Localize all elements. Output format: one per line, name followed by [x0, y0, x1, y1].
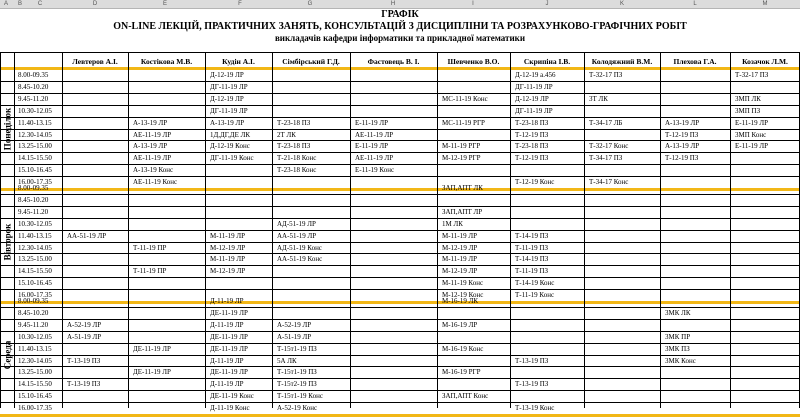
title-heading: ГРАФІК [381, 9, 419, 20]
schedule-cell: ДГ-11-19 ЛР [515, 106, 553, 115]
schedule-cell: Т-15т2-19 ПЗ [277, 380, 317, 389]
schedule-cell: ДГ-11-19 ЛР [210, 106, 248, 115]
grid-line [0, 390, 800, 391]
grid-line [0, 194, 800, 195]
grid-line [0, 402, 800, 403]
schedule-cell: Е-11-19 Конс [355, 166, 395, 175]
time-slot: 11.40-13.15 [18, 344, 52, 353]
schedule-cell: ДЕ-11-19 ЛР [133, 344, 171, 353]
schedule-cell: Е-11-19 ЛР [355, 118, 389, 127]
schedule-cell: А-13-19 ЛР [210, 118, 245, 127]
time-slot: 16.00-17.35 [18, 178, 52, 187]
schedule-cell: Т-32-17 ПЗ [589, 71, 623, 79]
schedule-cell: 3МП ПЗ [735, 106, 761, 115]
column-letter: E [162, 1, 167, 7]
schedule-cell: Т-11-19 ПЗ [515, 243, 548, 252]
schedule-cell: М-12-19 ЛР [210, 243, 246, 252]
grid-line [62, 52, 63, 408]
schedule-cell: Т-34-17 Конс [589, 178, 629, 187]
schedule-cell: Т-12-19 ПЗ [515, 130, 549, 139]
schedule-cell: Т-12-19 ПЗ [665, 154, 699, 163]
grid-line [0, 176, 800, 177]
schedule-cell: Т-13-19 Конс [515, 404, 555, 413]
teacher-header: Скрипіна І.В. [523, 57, 571, 66]
schedule-cell: АА-51-19 Конс [277, 255, 323, 264]
teacher-header: Левтеров А.І. [72, 57, 118, 66]
schedule-cell: Т-21-18 Конс [277, 154, 317, 163]
column-letter: B [17, 1, 22, 7]
time-slot: 13.25-15.00 [18, 255, 52, 264]
column-letter: G [307, 1, 313, 7]
schedule-cell: М-12-19 ЛР [210, 267, 246, 276]
grid-line [205, 52, 206, 408]
grid-line [14, 52, 15, 408]
schedule-cell: М-11-19 ЛР [210, 231, 246, 240]
teacher-header: Костікова М.В. [140, 57, 193, 66]
grid-line [730, 52, 731, 408]
time-slot: 8.00-09.35 [18, 184, 49, 192]
schedule-cell: Т-23-18 ПЗ [515, 118, 549, 127]
schedule-cell: Т-12-19 ПЗ [515, 154, 549, 163]
time-slot: 8.00-09.35 [18, 297, 49, 305]
column-letter: A [3, 1, 8, 7]
column-letter: L [693, 1, 697, 7]
schedule-cell: Т-13-19 ПЗ [67, 356, 101, 365]
grid-line [128, 52, 129, 408]
schedule-cell: Д-12-19 ЛР [515, 94, 549, 103]
schedule-cell: ЗАП,АПТ ЛР [442, 207, 483, 216]
schedule-cell: Т-23-18 ПЗ [515, 142, 549, 151]
schedule-cell: Д-11-19 ЛР [210, 380, 244, 389]
schedule-cell: ДЕ-11-19 ЛР [210, 368, 248, 377]
time-slot: 14.15-15.50 [18, 380, 52, 389]
schedule-cell: Т-34-17 ПЗ [589, 154, 623, 163]
schedule-cell: А-13-19 ЛР [665, 118, 700, 127]
schedule-cell: АЕ-11-19 ЛР [133, 154, 172, 163]
time-slot: 10.30-12.05 [18, 219, 52, 228]
time-slot: 14.15-15.50 [18, 267, 52, 276]
schedule-cell: АД-51-19 Конс [277, 243, 322, 252]
schedule-cell: А-13-19 ЛР [133, 118, 168, 127]
time-slot: 8.00-09.35 [18, 71, 49, 79]
grid-line [0, 52, 1, 408]
schedule-cell: Д-11-19 ЛР [210, 297, 244, 305]
grid-line [0, 289, 800, 290]
grid-line [350, 52, 351, 408]
schedule-cell: А-52-19 ЛР [277, 320, 312, 329]
schedule-cell: М-16-19 РГР [442, 368, 481, 377]
grid-line [0, 253, 800, 254]
schedule-cell: 5А ЛК [277, 356, 297, 365]
day-separator [0, 188, 800, 191]
schedule-cell: Т-32-17 ПЗ [735, 71, 769, 79]
time-slot: 12.30-14.05 [18, 130, 52, 139]
grid-line [437, 52, 438, 408]
schedule-cell: Т-11-19 Конс [515, 291, 555, 300]
schedule-cell: Т-13-19 ПЗ [515, 356, 549, 365]
grid-line [0, 218, 800, 219]
schedule-cell: Д-12-19 ЛР [210, 94, 244, 103]
grid-line [0, 52, 800, 53]
schedule-cell: М-11-19 Конс [442, 279, 484, 288]
schedule-cell: М-11-19 ЛР [210, 255, 246, 264]
column-letter: H [390, 1, 396, 7]
schedule-cell: М-12-19 ЛР [442, 267, 478, 276]
column-letter: F [238, 1, 242, 7]
time-slot: 16.00-17.35 [18, 404, 52, 413]
title-subheading: ON-LINE ЛЕКЦІЙ, ПРАКТИЧНИХ ЗАНЯТЬ, КОНСУЛЬТАЦІЙ З ДИСЦИПЛІНИ ТА РОЗРАХУНКОВО-ГРАФІЧНИХ РОБІТ [113, 21, 687, 32]
grid-line [0, 93, 800, 94]
teacher-header: Сімбірський Г.Д. [282, 57, 340, 66]
schedule-cell: М-16-19 Конс [442, 344, 484, 353]
schedule-cell: Т-23-18 ПЗ [277, 142, 311, 151]
schedule-cell: ДГ-11-19 ЛР [210, 82, 248, 91]
column-letter: K [619, 1, 624, 7]
schedule-cell: М-11-19 РГР [442, 142, 481, 151]
schedule-cell: ДЕ-11-19 ЛР [133, 368, 171, 377]
schedule-cell: ДГ-11-19 ЛР [515, 82, 553, 91]
schedule-cell: 3МК ПР [665, 332, 691, 341]
schedule-cell: АА-51-19 ЛР [67, 231, 107, 240]
schedule-cell: М-11-19 ЛР [442, 231, 478, 240]
time-slot: 12.30-14.05 [18, 243, 52, 252]
schedule-cell: Т-32-17 Конс [589, 142, 629, 151]
schedule-cell: Д-11-19 ЛР [210, 320, 244, 329]
schedule-cell: Е-11-19 ЛР [735, 118, 769, 127]
schedule-cell: АЕ-11-19 ЛР [133, 130, 172, 139]
schedule-cell: Т-11-19 ПЗ [515, 267, 548, 276]
schedule-cell: АА-51-19 ЛР [277, 231, 317, 240]
schedule-cell: Т-34-17 ЛБ [589, 118, 623, 127]
grid-line [0, 81, 800, 82]
schedule-cell: ЗАП,АПТ ЛК [442, 184, 483, 192]
grid-line [0, 366, 800, 367]
teacher-header: Фастовець В. І. [367, 57, 420, 66]
time-slot: 8.45-10.20 [18, 308, 49, 317]
time-slot: 9.45-11.20 [18, 94, 49, 103]
column-letter: I [472, 1, 474, 7]
day-separator [0, 67, 800, 70]
grid-line [0, 105, 800, 106]
schedule-cell: Д-12-19 Конс [210, 142, 250, 151]
schedule-cell: Т-15т1-19 Конс [277, 392, 323, 401]
schedule-cell: Т-11-19 ПР [133, 267, 167, 276]
schedule-cell: Т-14-19 Конс [515, 279, 555, 288]
schedule-cell: Т-23-18 ПЗ [277, 118, 311, 127]
schedule-cell: Д-12-19 а.456 [515, 71, 556, 79]
schedule-cell: Т-14-19 ПЗ [515, 255, 549, 264]
schedule-cell: АЕ-11-19 Конс [133, 178, 178, 187]
time-slot: 13.25-15.00 [18, 368, 52, 377]
schedule-cell: 1М ЛК [442, 219, 463, 228]
schedule-cell: Т-11-19 ПР [133, 243, 167, 252]
title-department: викладачів кафедри інформатики та прикладної математики [274, 33, 526, 43]
column-letter: M [762, 1, 768, 7]
schedule-cell: ДЕ-11-19 ЛР [210, 332, 248, 341]
schedule-cell: ДЕ-11-19 ЛР [210, 344, 248, 353]
schedule-cell: М-12-19 РГР [442, 154, 481, 163]
schedule-cell: 3Т ЛК [589, 94, 608, 103]
day-separator [0, 301, 800, 304]
schedule-cell: ДЕ-11-19 Конс [210, 392, 254, 401]
column-letter: C [37, 1, 43, 7]
time-slot: 16.00-17.35 [18, 291, 52, 300]
grid-line [660, 52, 661, 408]
time-slot: 12.30-14.05 [18, 356, 52, 365]
teacher-header: Плехова Г.А. [673, 57, 717, 66]
time-slot: 15.10-16.45 [18, 392, 52, 401]
schedule-cell: 3МК Конс [665, 356, 696, 365]
time-slot: 15.10-16.45 [18, 166, 52, 175]
grid-line [510, 52, 511, 408]
time-slot: 8.45-10.20 [18, 82, 49, 91]
schedule-cell: Т-14-19 ПЗ [515, 231, 549, 240]
schedule-cell: Т-13-19 ПЗ [515, 380, 549, 389]
schedule-cell: 3МП Конс [735, 130, 767, 139]
schedule-cell: 3МК ЛК [665, 308, 691, 317]
schedule-cell: 1Д,ДГ,ДЕ ЛК [210, 130, 251, 139]
teacher-header: Козачок Л.М. [742, 57, 788, 66]
time-slot: 10.30-12.05 [18, 332, 52, 341]
grid-line [0, 206, 800, 207]
schedule-cell: М-16-19 ЛК [442, 297, 479, 305]
schedule-cell: АД-51-19 ЛР [277, 219, 316, 228]
teacher-header: Колодяжний В.М. [591, 57, 653, 66]
schedule-cell: АЕ-11-19 ЛР [355, 130, 394, 139]
schedule-cell: Т-15т1-19 ПЗ [277, 344, 317, 353]
time-slot: 9.45-11.20 [18, 207, 49, 216]
schedule-cell: Д-11-19 Конс [210, 404, 250, 413]
grid-line [0, 277, 800, 278]
schedule-cell: А-13-19 ЛР [665, 142, 700, 151]
schedule-cell: 2Т ЛК [277, 130, 296, 139]
column-letter: D [92, 1, 98, 7]
schedule-cell: А-52-19 Конс [277, 404, 318, 413]
time-slot: 10.30-12.05 [18, 106, 52, 115]
schedule-cell: Д-11-19 ЛР [210, 356, 244, 365]
teacher-header: Кудін А.І. [222, 57, 255, 66]
schedule-cell: ЗАП,АПТ Конс [442, 392, 489, 401]
schedule-cell: ДГ-11-19 Конс [210, 154, 254, 163]
time-slot: 9.45-11.20 [18, 320, 49, 329]
schedule-cell: А-51-19 ЛР [67, 332, 102, 341]
schedule-cell: Т-13-19 ПЗ [67, 380, 101, 389]
schedule-cell: А-13-19 Конс [133, 166, 174, 175]
grid-line [0, 242, 800, 243]
schedule-cell: Т-12-19 ПЗ [665, 130, 699, 139]
time-slot: 8.45-10.20 [18, 195, 49, 204]
schedule-cell: М-12-19 Конс [442, 291, 484, 300]
schedule-cell: Д-12-19 ЛР [210, 71, 244, 79]
schedule-cell: МС-11-19 Конс [442, 94, 488, 103]
schedule-cell: Т-15т1-19 ПЗ [277, 368, 317, 377]
time-slot: 13.25-15.00 [18, 142, 52, 151]
schedule-cell: Т-12-19 Конс [515, 178, 555, 187]
schedule-cell: Т-23-18 Конс [277, 166, 317, 175]
schedule-cell: МС-11-19 РГР [442, 118, 485, 127]
teacher-header: Шевченко В.О. [447, 57, 500, 66]
grid-line [272, 52, 273, 408]
schedule-cell: 3МК ПЗ [665, 344, 690, 353]
column-letter: J [545, 1, 549, 7]
time-slot: 11.40-13.15 [18, 118, 52, 127]
schedule-cell: А-52-19 ЛР [67, 320, 102, 329]
schedule-cell: АЕ-11-19 ЛР [355, 154, 394, 163]
schedule-cell: ДЕ-11-19 ЛР [210, 308, 248, 317]
schedule-cell: 3МП ЛК [735, 94, 761, 103]
grid-line [0, 265, 800, 266]
schedule-cell: М-16-19 ЛР [442, 320, 478, 329]
schedule-cell: Е-11-19 ЛР [355, 142, 389, 151]
schedule-cell: Е-11-19 ЛР [735, 142, 769, 151]
schedule-cell: М-12-19 ЛР [442, 243, 478, 252]
time-slot: 14.15-15.50 [18, 154, 52, 163]
time-slot: 15.10-16.45 [18, 279, 52, 288]
schedule-cell: А-13-19 ЛР [133, 142, 168, 151]
schedule-cell: А-51-19 ЛР [277, 332, 312, 341]
schedule-cell: М-11-19 ЛР [442, 255, 478, 264]
grid-line [584, 52, 585, 408]
time-slot: 11.40-13.15 [18, 231, 52, 240]
